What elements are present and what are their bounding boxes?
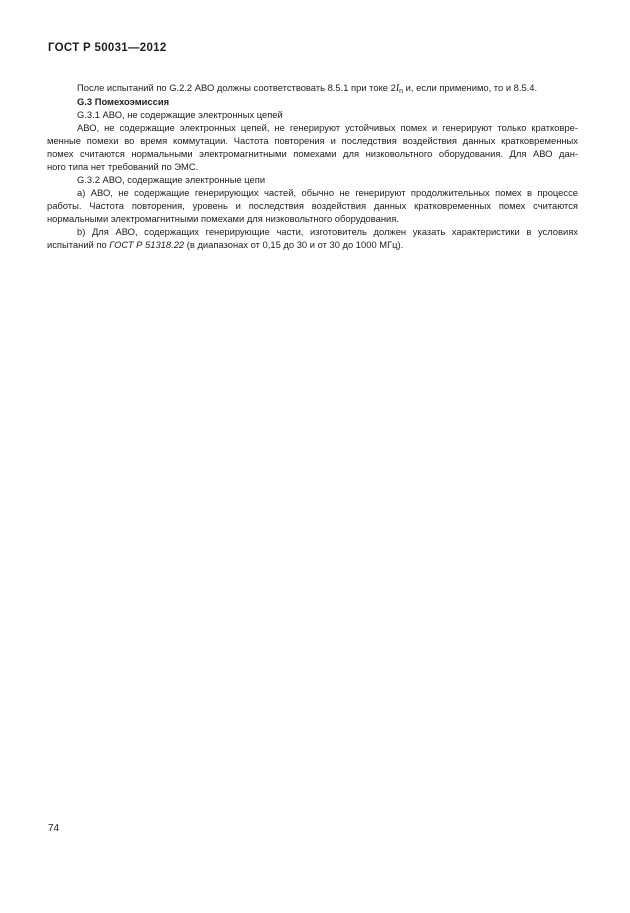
intro-text-pre: После испытаний по G.2.2 АВО должны соответствовать 8.5.1 при токе 2 xyxy=(77,82,396,93)
para-g31-line-4: ного типа нет требований по ЭМС. xyxy=(47,161,199,172)
page-header: ГОСТ Р 50031—2012 xyxy=(48,42,167,54)
heading-g31: G.3.1 АВО, не содержащие электронных цепей xyxy=(77,109,283,120)
page-number: 74 xyxy=(48,823,60,834)
para-b-line2-post: (в диапазонах от 0,15 до 30 и от 30 до 1000 МГц). xyxy=(184,239,404,250)
intro-text-post: и, если применимо, то и 8.5.4. xyxy=(403,82,538,93)
para-g31-line-2: менные помехи во время коммутации. Частота повторения и последствия воздействия данных кратковременных xyxy=(47,135,578,146)
heading-g3: G.3 Помехоэмиссия xyxy=(77,96,170,107)
current-symbol: I xyxy=(395,83,400,94)
heading-g32: G.3.2 АВО, содержащие электронные цепи xyxy=(77,174,266,185)
para-g31-line-1: АВО, не содержащие электронных цепей, не генерируют устойчивых помех и генерируют только кратковре- xyxy=(77,122,578,133)
document-content xyxy=(47,81,578,251)
current-subscript: n xyxy=(399,88,404,95)
para-b-line-1: b) Для АВО, содержащих генерирующие части, изготовитель должен указать характеристики в условиях xyxy=(77,226,578,237)
para-g31-line-3: помех считаются нормальными электромагнитными помехами для низковольтного оборудования. Для АВО дан- xyxy=(47,148,578,159)
para-b-line-2 xyxy=(47,238,578,251)
para-a-line-3: нормальными электромагнитными помехами для низковольтного оборудования. xyxy=(47,213,399,224)
para-b-line2-pre: испытаний по xyxy=(47,239,110,250)
para-a-line-2: работы. Частота повторения, уровень и последствия воздействия данных кратковременных помех считаются xyxy=(47,200,578,211)
intro-paragraph xyxy=(47,81,578,95)
para-a-line-1: а) АВО, не содержащие генерирующих частей, обычно не генерируют продолжительных помех в процессе xyxy=(77,187,578,198)
gost-reference: ГОСТ Р 51318.22 xyxy=(109,239,185,250)
